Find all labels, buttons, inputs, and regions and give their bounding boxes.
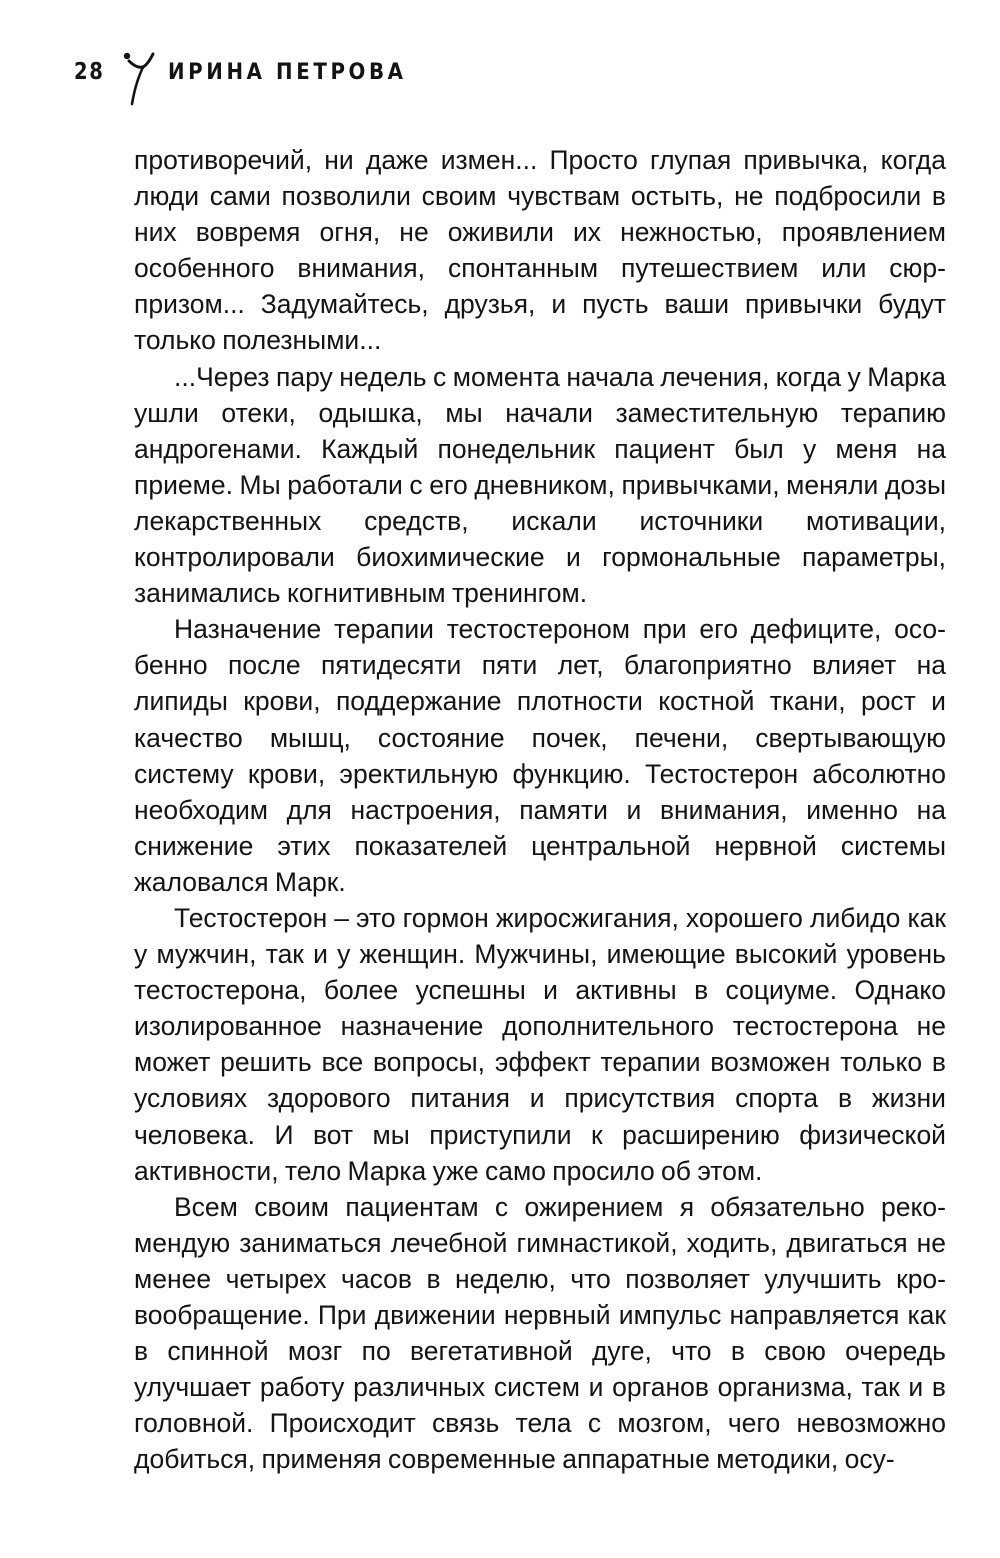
paragraph: Тестостерон – это гормон жиросжигания, хорошего либидо как у мужчин, так и у женщин. Мужчины, имеющие высокий уровень тестостерона, более успешны и активны в социуме. Однако изолированное назначение дополнительного тестостерона не может решить все вопросы, эффект терапии возможен только в условиях здорового питания и присутствия спорта в жизни человека. И вот мы приступили к расширению физической активности, тело Марка уже само просило об этом. <box>134 902 946 1186</box>
running-head <box>74 52 433 92</box>
paragraph: ...Через пару недель с момента начала лечения, когда у Марка ушли отеки, одышка, мы начали заместительную терапию андрогенами. Каждый понедельник пациент был у меня на приеме. Мы работали с его дневником, привычками, меняли дозы лекарственных средств, искали источники мотивации, контролировали биохимические и гормональные параметры, занимались когнитивным тренингом. <box>134 361 946 609</box>
body-text <box>134 142 946 1477</box>
paragraph: противоречий, ни даже измен... Просто глупая привычка, когда люди сами позволили своим чувствам остыть, не подбросили в них вовремя огня, не оживили их нежностью, проявлением особенного внимания, спонтанным путешествием или сюрпризом... Задумайтесь, друзья, и пусть ваши привычки будут только полезными... <box>134 145 946 356</box>
author-name: ИРИНА ПЕТРОВА <box>168 59 407 85</box>
page-number: 28 <box>74 59 105 85</box>
paragraph: Всем своим пациентам с ожирением я обязательно рекомендую заниматься лечебной гимнастикой, ходить, двигаться не менее четырех часов в неделю, что позволяет улучшить кровообращение. При движении нервный импульс направляется как в спинной мозг по вегетативной дуге, что в свою очередь улучшает работу различных систем и органов организма, так и в головной. Происходит связь тела с мозгом, чего невозможно добиться, применяя современные аппаратные методики, осу- <box>134 1191 946 1475</box>
paragraph: Назначение терапии тестостероном при его дефиците, особенно после пятидесяти пяти лет, благоприятно влияет на липиды крови, поддержание плотности костной ткани, рост и качество мышц, состояние почек, печени, свертывающую систему крови, эректильную функцию. Тестостерон абсолютно необходим для настроения, памяти и внимания, именно на снижение этих показателей центральной нервной системы жаловался Марк. <box>134 614 946 897</box>
dancing-figure-icon <box>122 50 156 106</box>
